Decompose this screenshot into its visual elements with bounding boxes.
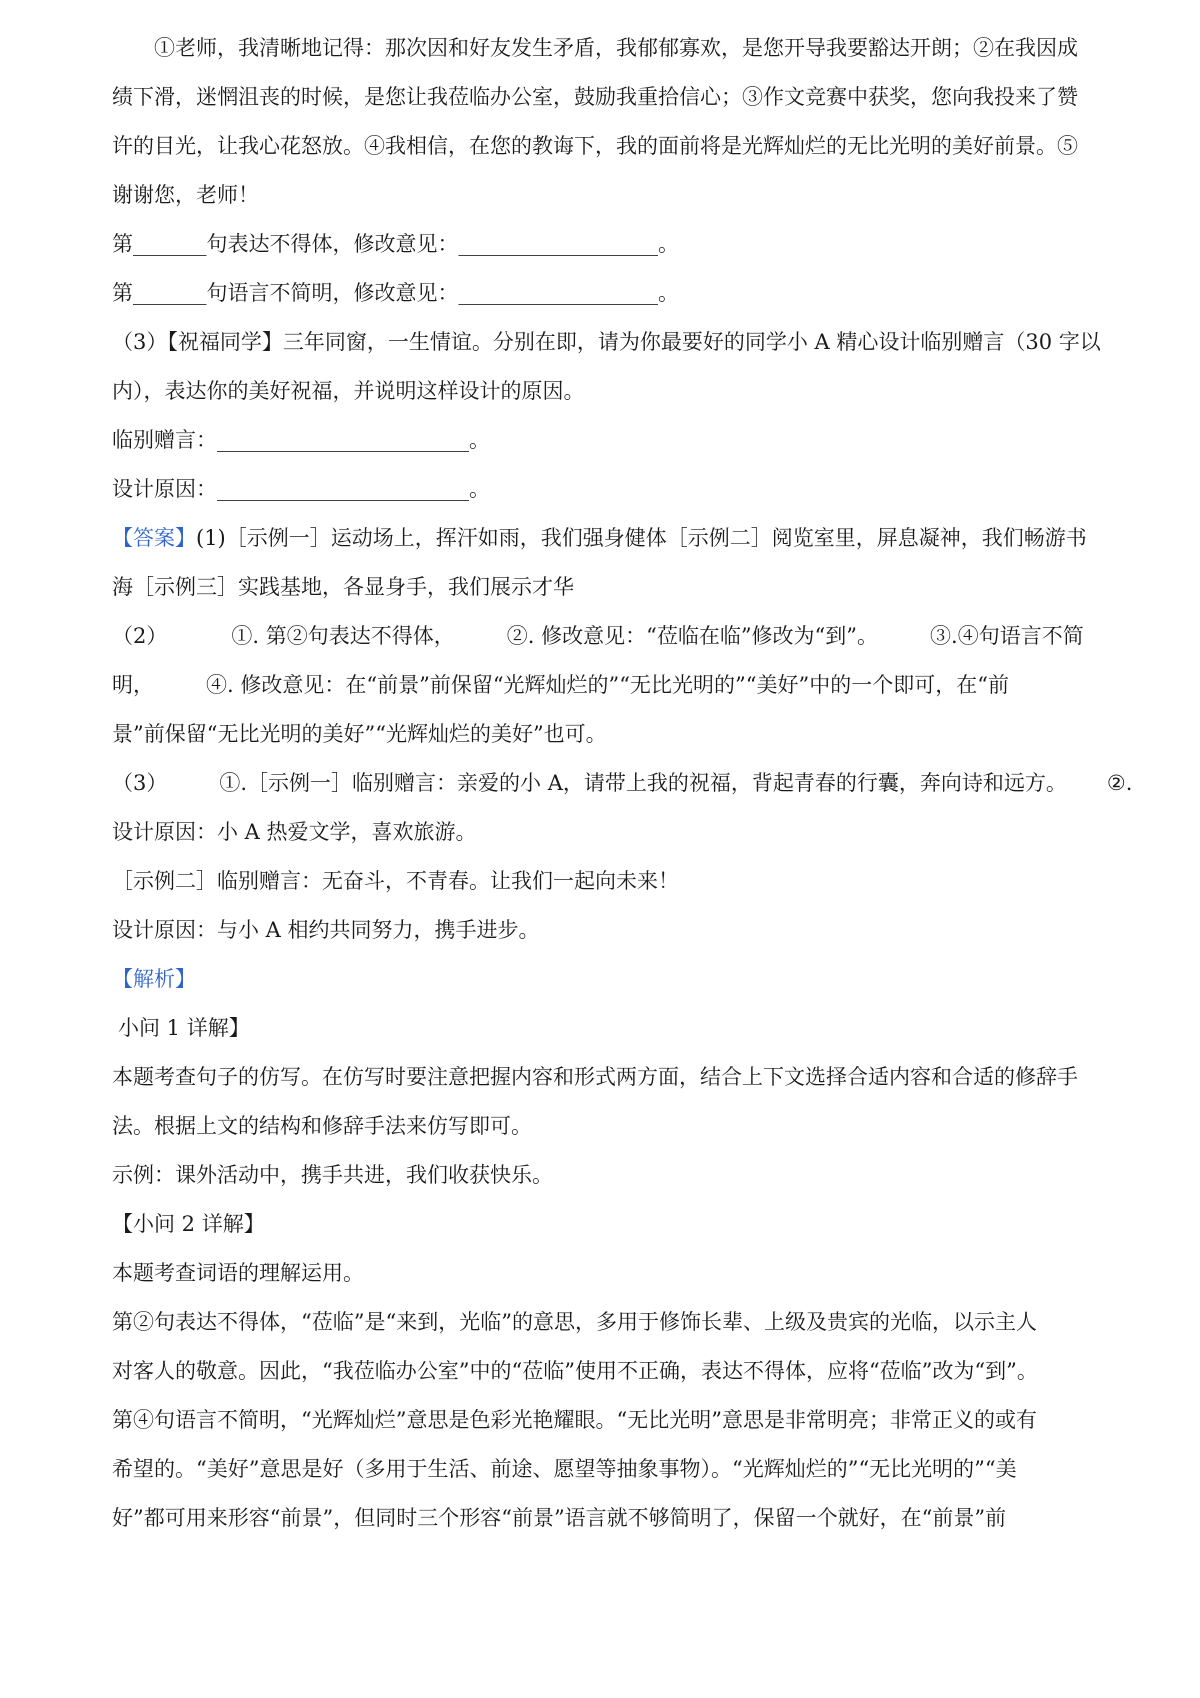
answer-part: ②. 修改意见：“莅临在临”修改为“到”。 xyxy=(506,624,879,648)
analysis-line: 示例：课外活动中，携手共进，我们收获快乐。 xyxy=(112,1163,553,1187)
answer-part: 明， xyxy=(112,673,154,697)
answer-line xyxy=(112,661,1102,710)
fill-blank-line: 临别赠言：________________________。 xyxy=(112,428,490,452)
analysis-line: 第②句表达不得体，“莅临”是“来到，光临”的意思，多用于修饰长辈、上级及贵宾的光临，以示主人 xyxy=(112,1310,1037,1334)
answer-line xyxy=(112,612,1102,661)
answer-part: ①. 第②句表达不得体， xyxy=(231,624,455,648)
answer-part: ①.［示例一］临别赠言：亲爱的小 A，请带上我的祝福，背起青春的行囊，奔向诗和远方。 xyxy=(219,771,1067,795)
answer-line: 景”前保留“无比光明的美好”“光辉灿烂的美好”也可。 xyxy=(112,722,607,746)
answer-part: ②. xyxy=(1106,771,1133,795)
analysis-line: 本题考查词语的理解运用。 xyxy=(112,1261,364,1285)
analysis-line: 希望的。“美好”意思是好（多用于生活、前途、愿望等抽象事物）。“光辉灿烂的”“无比光明的”“美 xyxy=(112,1457,1017,1481)
analysis-line: 本题考查句子的仿写。在仿写时要注意把握内容和形式两方面，结合上下文选择合适内容和合适的修辞手 xyxy=(112,1065,1078,1089)
analysis-line: 法。根据上文的结构和修辞手法来仿写即可。 xyxy=(112,1114,532,1138)
analysis-subheading: 小问 1 详解】 xyxy=(118,1016,250,1040)
answer-line xyxy=(112,759,1133,808)
question-paragraph-line: 许的目光，让我心花怒放。④我相信，在您的教诲下，我的面前将是光辉灿烂的无比光明的美好前景。⑤ xyxy=(112,134,1078,158)
answer-line xyxy=(112,514,1102,563)
analysis-line: 好”都可用来形容“前景”，但同时三个形容“前景”语言就不够简明了，保留一个就好，在“前景”前 xyxy=(112,1506,1007,1530)
fill-blank-line: 第_______句语言不简明，修改意见：___________________。 xyxy=(112,281,679,305)
analysis-line: 对客人的敬意。因此，“我莅临办公室”中的“莅临”使用不正确，表达不得体，应将“莅临”改为“到”。 xyxy=(112,1359,1038,1383)
question-paragraph-line: 谢谢您，老师！ xyxy=(112,183,259,207)
answer-line: 海［示例三］实践基地，各显身手，我们展示才华 xyxy=(112,575,574,599)
question-paragraph-line: ①老师，我清晰地记得：那次因和好友发生矛盾，我郁郁寡欢，是您开导我要豁达开朗；②在我因成 xyxy=(154,36,1078,60)
analysis-subheading: 【小问 2 详解】 xyxy=(112,1212,265,1236)
answer-line: ［示例二］临别赠言：无奋斗，不青春。让我们一起向未来！ xyxy=(112,869,679,893)
answer-number: （2） xyxy=(112,624,168,648)
analysis-line: 第④句语言不简明，“光辉灿烂”意思是色彩光艳耀眼。“无比光明”意思是非常明亮；非常正义的或有 xyxy=(112,1408,1037,1432)
question-3-line: 内），表达你的美好祝福，并说明这样设计的原因。 xyxy=(112,379,585,403)
fill-blank-line: 设计原因：________________________。 xyxy=(112,477,490,501)
question-3-line: （3）【祝福同学】三年同窗，一生情谊。分别在即，请为你最要好的同学小 A 精心设计临别赠言（30 字以 xyxy=(112,330,1101,354)
answer-part: ③.④句语言不简 xyxy=(930,624,1084,648)
answer-part: ④. 修改意见：在“前景”前保留“光辉灿烂的”“无比光明的”“美好”中的一个即可，在“前 xyxy=(206,673,1009,697)
fill-blank-line: 第_______句表达不得体，修改意见：___________________。 xyxy=(112,232,679,256)
answer-text: (1)［示例一］运动场上，挥汗如雨，我们强身健体［示例二］阅览室里，屏息凝神，我们畅游书 xyxy=(196,526,1087,550)
answer-line: 设计原因：小 A 热爱文学，喜欢旅游。 xyxy=(112,820,477,844)
answer-number: （3） xyxy=(112,771,168,795)
answer-line: 设计原因：与小 A 相约共同努力，携手进步。 xyxy=(112,918,540,942)
question-paragraph-line: 绩下滑，迷惘沮丧的时候，是您让我莅临办公室，鼓励我重拾信心；③作文竞赛中获奖，您向我投来了赞 xyxy=(112,85,1078,109)
analysis-tag: 【解析】 xyxy=(112,967,196,991)
document-page xyxy=(112,24,1133,1543)
answer-tag: 【答案】 xyxy=(112,526,196,550)
